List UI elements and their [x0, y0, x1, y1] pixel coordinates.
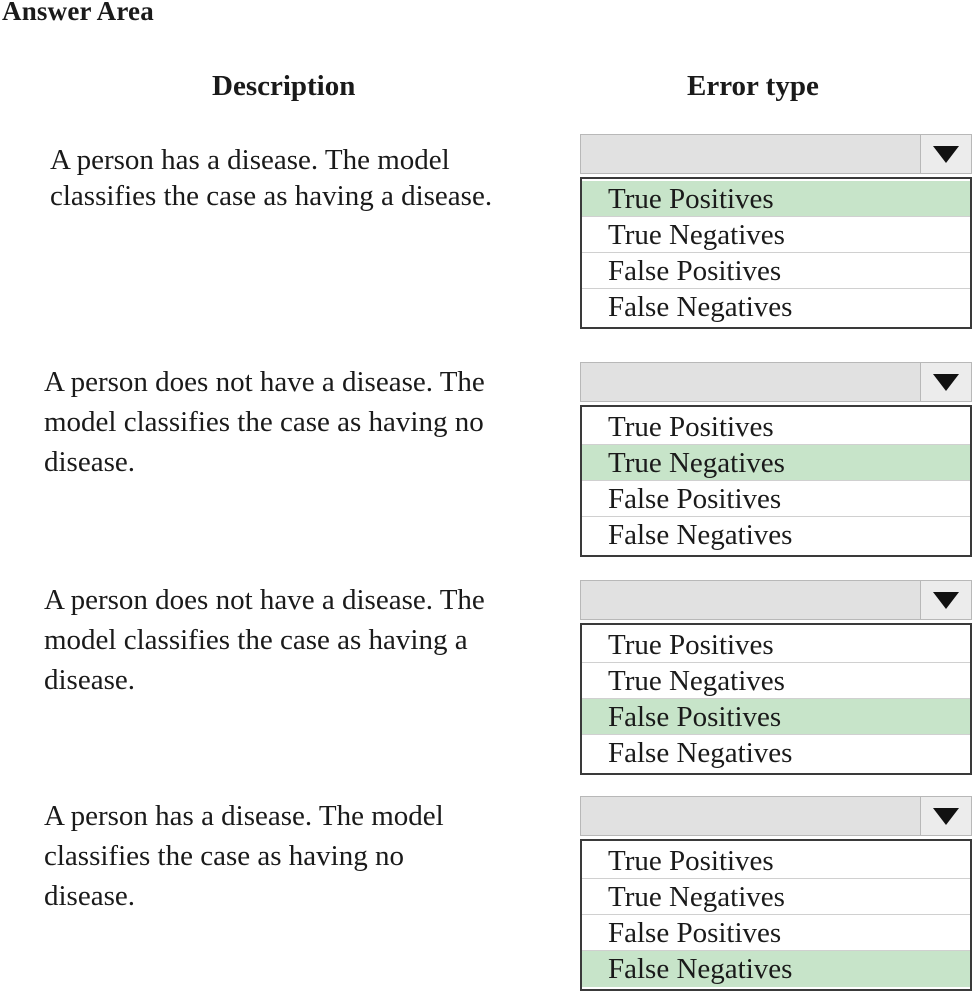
description-header: Description [212, 70, 356, 102]
dropdown-header[interactable] [580, 796, 972, 836]
dropdown-options [580, 623, 972, 775]
question-description [44, 580, 554, 700]
description-line: model classifies the case as having no [44, 406, 484, 438]
description-line: model classifies the case as having a [44, 624, 468, 656]
error-type-dropdown [580, 796, 972, 991]
option-false-negatives[interactable]: False Negatives [582, 951, 970, 987]
option-true-positives[interactable]: True Positives [582, 627, 970, 663]
option-false-positives[interactable]: False Positives [582, 915, 970, 951]
dropdown-toggle[interactable] [920, 363, 971, 401]
description-line: classifies the case as having a disease. [50, 180, 493, 212]
chevron-down-icon [933, 808, 959, 825]
option-true-negatives[interactable]: True Negatives [582, 663, 970, 699]
chevron-down-icon [933, 592, 959, 609]
dropdown-header[interactable] [580, 362, 972, 402]
error-type-dropdown [580, 362, 972, 557]
description-line: disease. [44, 664, 135, 696]
option-false-negatives[interactable]: False Negatives [608, 737, 793, 769]
chevron-down-icon [933, 146, 959, 163]
description-line: A person has a disease. The model [50, 144, 450, 176]
option-true-negatives[interactable]: True Negatives [582, 217, 970, 253]
option-false-positives[interactable]: False Positives [582, 699, 970, 735]
question-description [50, 142, 560, 214]
question-description [44, 796, 554, 916]
error-type-header: Error type [687, 70, 819, 102]
description-line: A person does not have a disease. The [44, 584, 485, 616]
dropdown-options [580, 405, 972, 557]
dropdown-toggle[interactable] [920, 797, 971, 835]
option-true-negatives[interactable]: True Negatives [582, 879, 970, 915]
description-line: A person does not have a disease. The [44, 366, 485, 398]
option-true-positives[interactable]: True Positives [582, 409, 970, 445]
chevron-down-icon [933, 374, 959, 391]
option-true-positives[interactable]: True Positives [582, 181, 970, 217]
question-description [44, 362, 554, 482]
option-false-positives[interactable]: False Positives [582, 253, 970, 289]
description-line: disease. [44, 446, 135, 478]
dropdown-header[interactable] [580, 580, 972, 620]
dropdown-options [580, 177, 972, 329]
description-line: classifies the case as having no [44, 840, 404, 872]
error-type-dropdown [580, 134, 972, 329]
dropdown-toggle[interactable] [920, 135, 971, 173]
dropdown-toggle[interactable] [920, 581, 971, 619]
dropdown-options [580, 839, 972, 991]
error-type-dropdown [580, 580, 972, 775]
description-line: disease. [44, 880, 135, 912]
option-false-negatives[interactable]: False Negatives [608, 519, 793, 551]
option-false-positives[interactable]: False Positives [582, 481, 970, 517]
option-true-negatives[interactable]: True Negatives [582, 445, 970, 481]
description-line: A person has a disease. The model [44, 800, 444, 832]
dropdown-header[interactable] [580, 134, 972, 174]
option-true-positives[interactable]: True Positives [582, 843, 970, 879]
option-false-negatives[interactable]: False Negatives [608, 291, 793, 323]
answer-area-title: Answer Area [2, 0, 154, 26]
